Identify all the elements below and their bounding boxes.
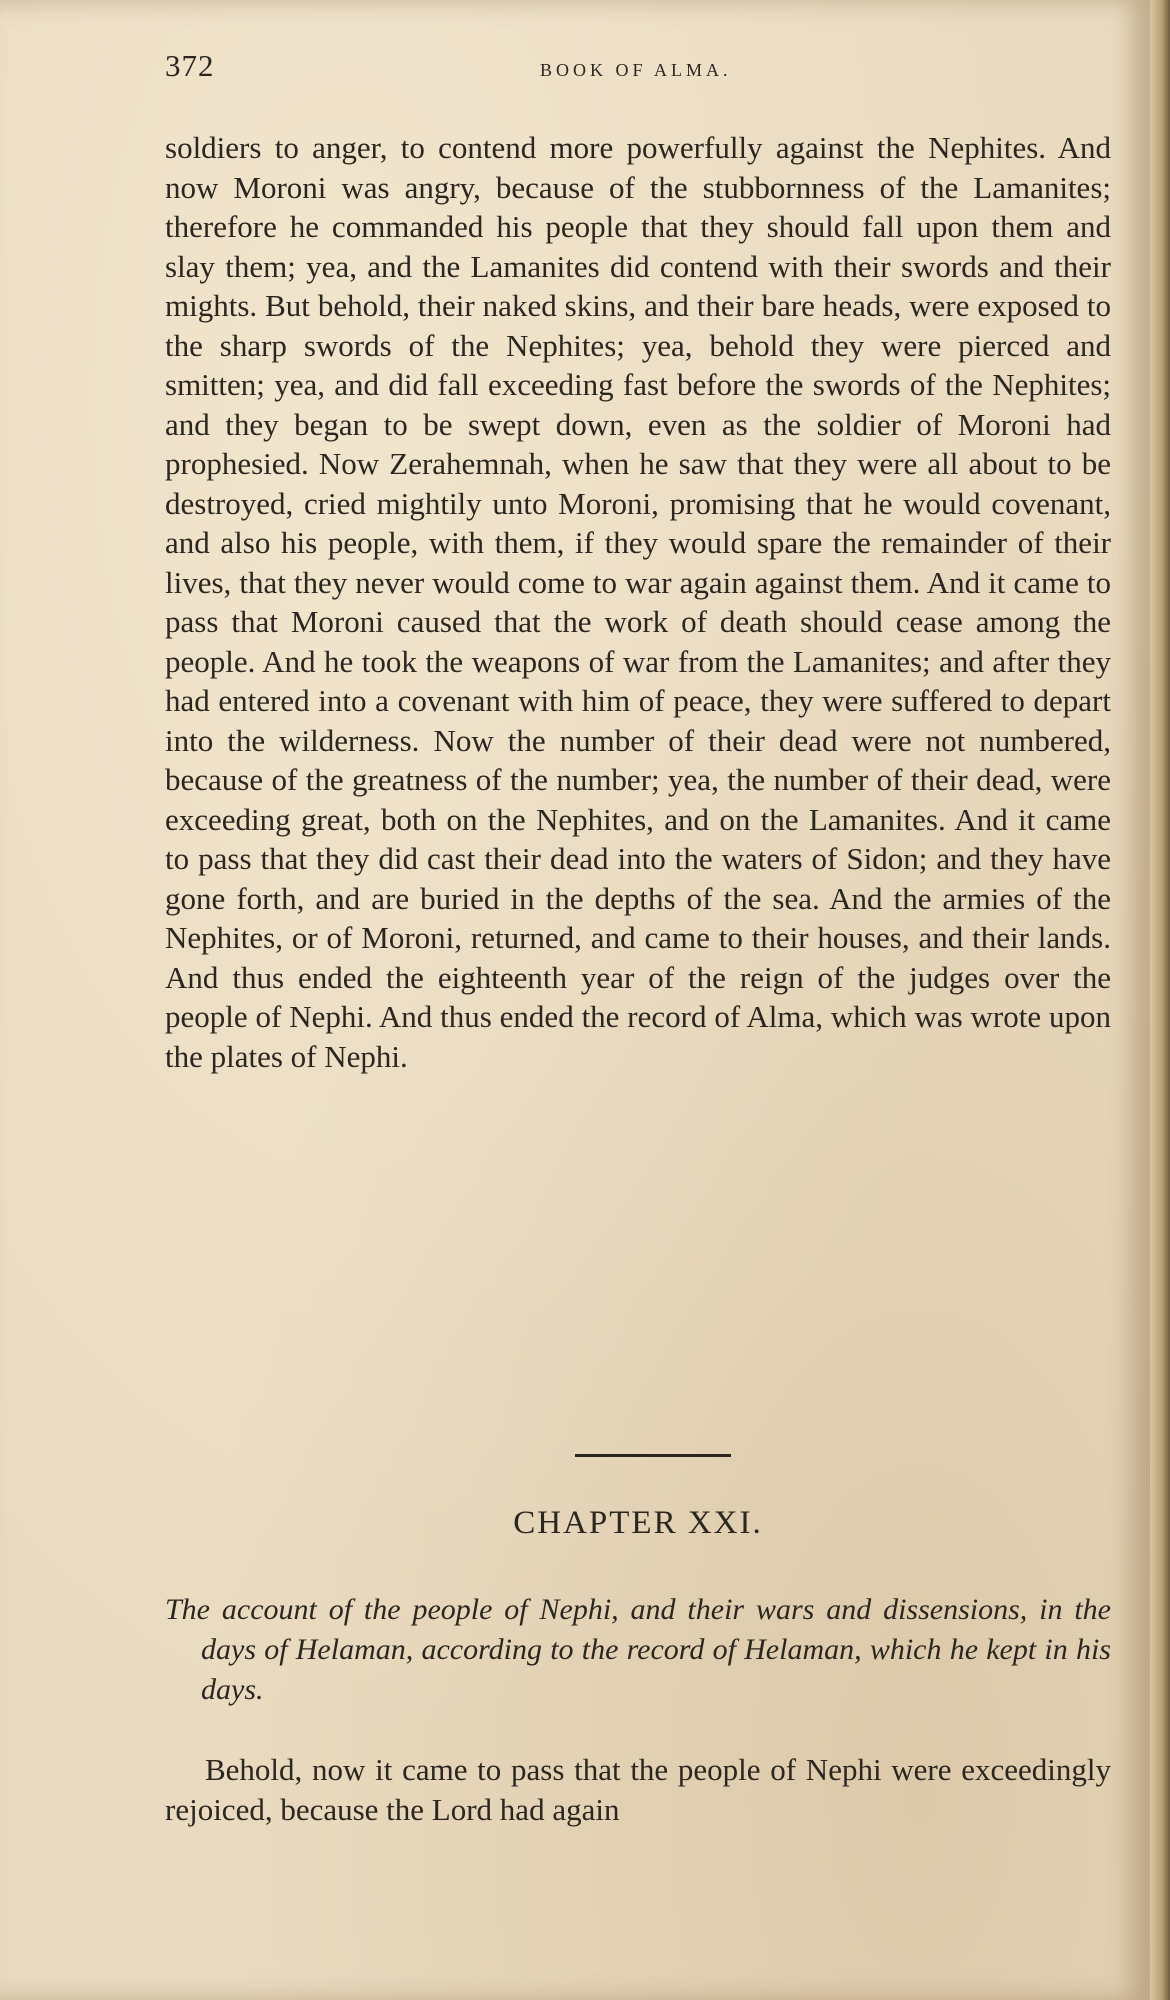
running-head (165, 48, 1125, 92)
chapter-first-paragraph: Behold, now it came to pass that the people of Nephi were exceedingly rejoiced, because the Lord had again (165, 1752, 1111, 1827)
page-number: 372 (165, 48, 215, 83)
page-edge (1150, 0, 1170, 2000)
running-title: BOOK OF ALMA. (540, 60, 732, 80)
chapter-synopsis: The account of the people of Nephi, and their wars and dissensions, in the days of Helaman, according to the record of Helaman, which he kept in his days. (165, 1593, 1111, 1706)
chapter-heading: CHAPTER XXI. (513, 1505, 763, 1541)
body-paragraph: soldiers to anger, to contend more powerfully against the Nephites. And now Moroni was angry, because of the stubbornness of the Lamanites; therefore he commanded his people that they should fall upon them and slay them; yea, and the Lamanites did contend with their swords and their mights. But behold, their naked skins, and their bare heads, were exposed to the sharp swords of the Nephites; yea, behold they were pierced and smitten; yea, and did fall exceeding fast before the swords of the Nephites; and they began to be swept down, even as the soldier of Moroni had prophesied. Now Zerahemnah, when he saw that they were all about to be destroyed, cried mightily unto Moroni, promising that he would covenant, and also his people, with them, if they would spare the remainder of their lives, that they never would come to war again against them. And it came to pass that Moroni caused that the work of death should cease among the people. And he took the weapons of war from the Lamanites; and after they had entered into a covenant with him of peace, they were suffered to depart into the wilderness. Now the number of their dead were not numbered, because of the greatness of the number; yea, the number of their dead, were exceeding great, both on the Nephites, and on the Lamanites. And it came to pass that they did cast their dead into the waters of Sidon; and they have gone forth, and are buried in the depths of the sea. And the armies of the Nephites, or of Moroni, returned, and came to their houses, and their lands. And thus ended the eighteenth year of the reign of the judges over the people of Nephi. And thus ended the record of Alma, which was wrote upon the plates of Nephi. (165, 130, 1111, 1074)
section-divider (575, 1454, 731, 1457)
